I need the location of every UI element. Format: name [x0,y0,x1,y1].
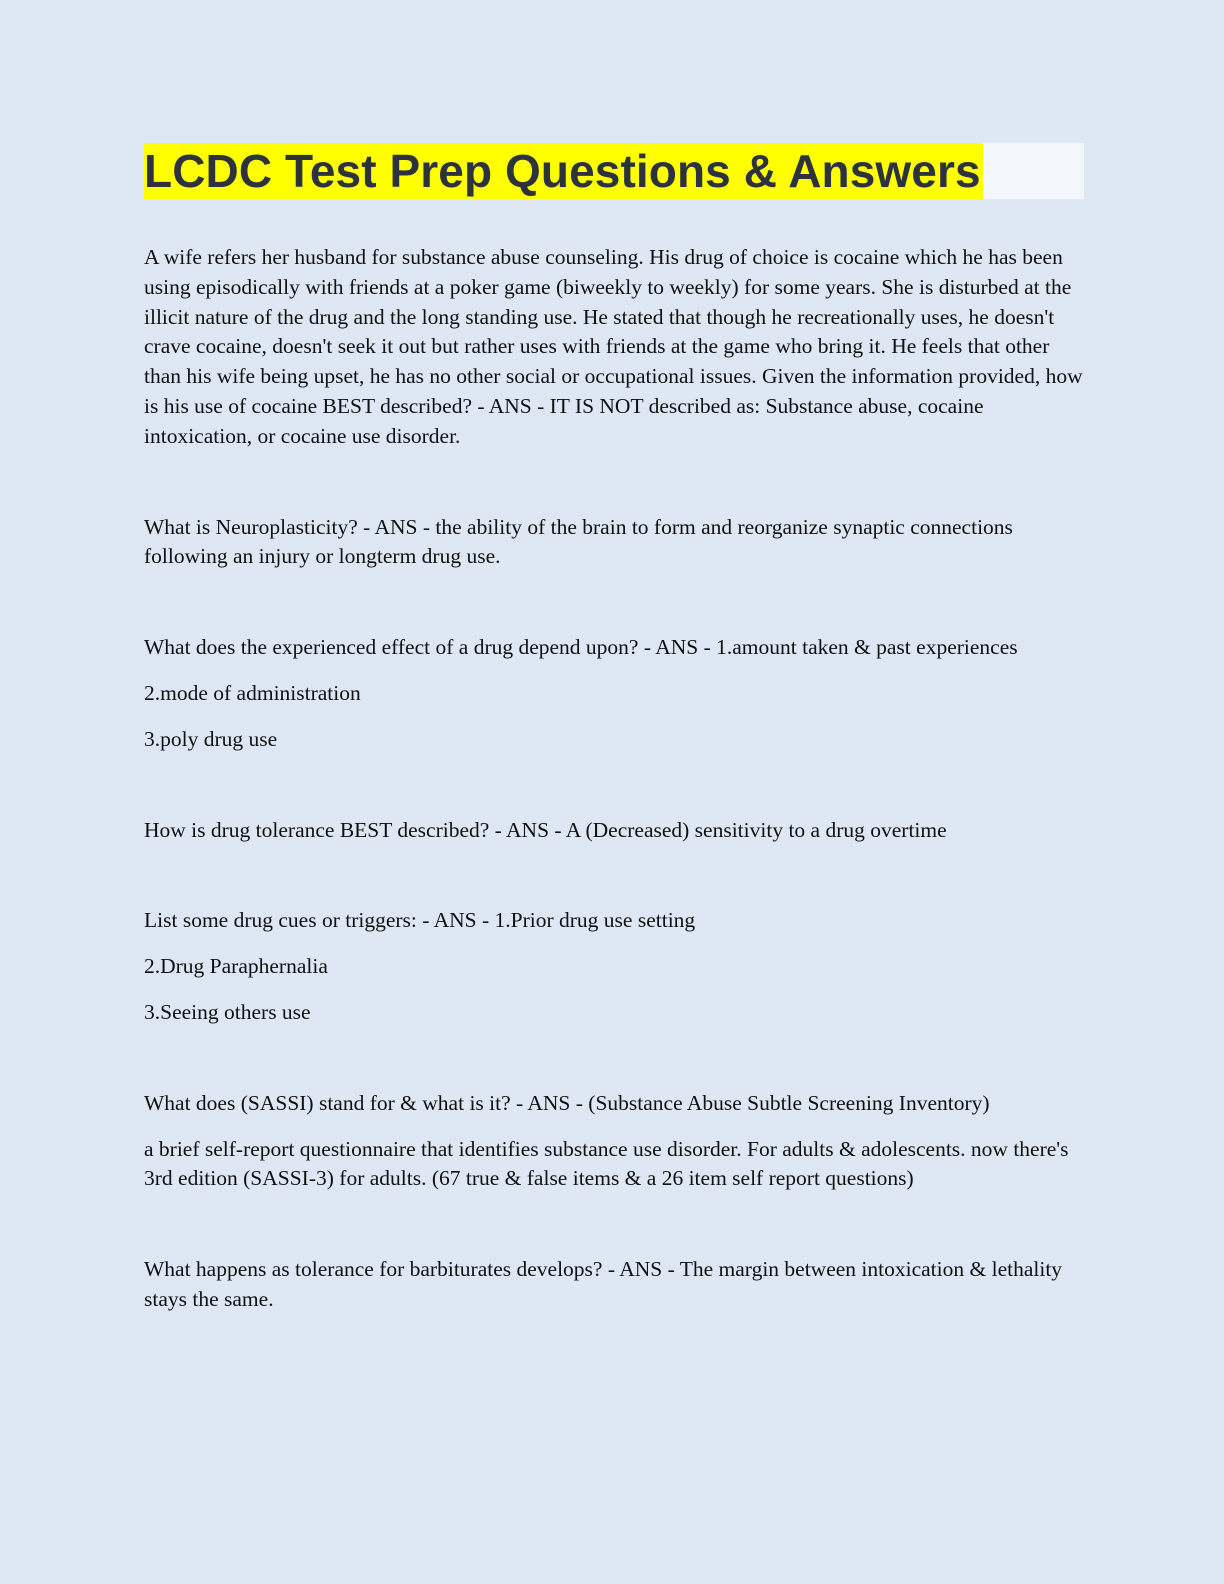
qa-paragraph: 3.poly drug use [144,726,278,751]
document-page [144,143,1084,1315]
qa-paragraph: a brief self-report questionnaire that identifies substance use disorder. For adults & adolescents. now there's 3rd edition (SASSI-3) for adults. (67 true & false items & a 26 item self report questions) [144,1136,1069,1191]
page-title: LCDC Test Prep Questions & Answers [144,145,981,197]
qa-paragraph: What does the experienced effect of a drug depend upon? - ANS - 1.amount taken & past experiences [144,635,1018,660]
qa-paragraph: How is drug tolerance BEST described? - ANS - A (Decreased) sensitivity to a drug overtime [144,817,947,842]
qa-item-drug-tolerance [144,816,1084,846]
qa-paragraph: 2.mode of administration [144,680,361,705]
qa-item-cocaine-use [144,243,1084,452]
qa-paragraph: What is Neuroplasticity? - ANS - the ability of the brain to form and reorganize synaptic connections following an injury or longterm drug use. [144,514,1013,569]
qa-paragraph: 3.Seeing others use [144,999,311,1024]
qa-paragraph: A wife refers her husband for substance abuse counseling. His drug of choice is cocaine which he has been using episodically with friends at a poker game (biweekly to weekly) for some years. She is disturbed at the illicit nature of the drug and the long standing use. He stated that though he recreationally uses, he doesn't crave cocaine, doesn't seek it out but rather uses with friends at the game who bring it. He feels that other than his wife being upset, he has no other social or occupational issues. Given the information provided, how is his use of cocaine BEST described? - ANS - IT IS NOT described as: Substance abuse, cocaine intoxication, or cocaine use disorder. [144,245,1083,448]
title-block [144,143,1084,199]
qa-paragraph: What does (SASSI) stand for & what is it? - ANS - (Substance Abuse Subtle Screening Inventory) [144,1090,990,1115]
qa-list [144,243,1084,1315]
qa-item-sassi [144,1089,1084,1194]
qa-item-drug-effect [144,633,1084,754]
qa-paragraph: List some drug cues or triggers: - ANS - 1.Prior drug use setting [144,908,696,933]
qa-paragraph: What happens as tolerance for barbiturates develops? - ANS - The margin between intoxication & lethality stays the same. [144,1257,1063,1311]
qa-item-neuroplasticity [144,513,1084,573]
qa-item-barbiturates [144,1255,1084,1315]
qa-paragraph: 2.Drug Paraphernalia [144,954,328,979]
qa-item-drug-cues [144,906,1084,1027]
